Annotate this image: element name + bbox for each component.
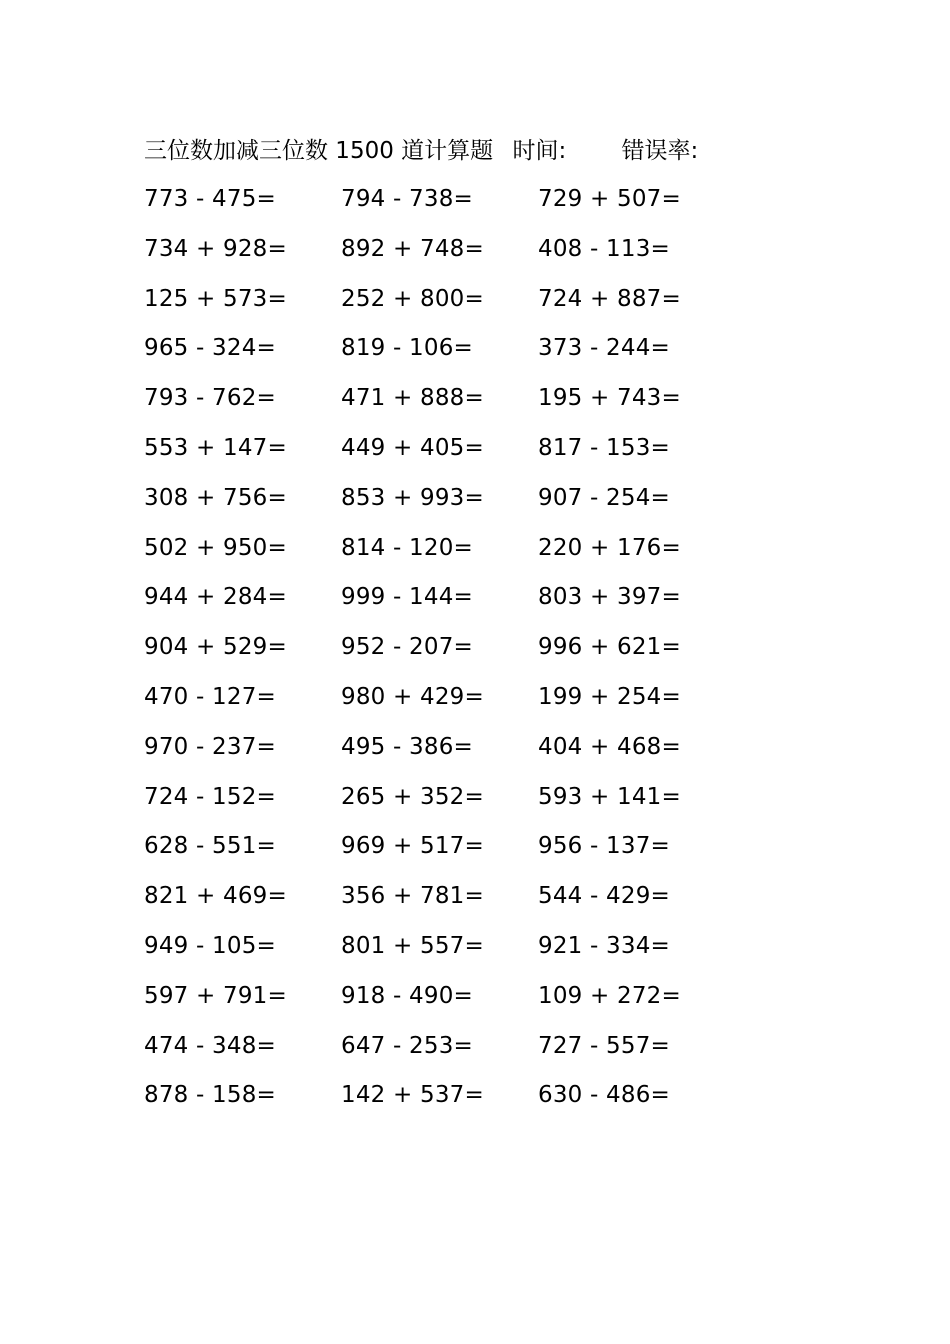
worksheet-title: 三位数加减三位数 1500 道计算题 xyxy=(144,138,494,164)
math-problem: 373 - 244= xyxy=(538,335,670,362)
error-rate-label: 错误率: xyxy=(621,138,699,164)
math-problem: 969 + 517= xyxy=(341,833,484,860)
math-problem: 996 + 621= xyxy=(538,634,681,661)
math-problem: 970 - 237= xyxy=(144,733,276,760)
math-problem: 220 + 176= xyxy=(538,534,681,561)
math-problem: 819 - 106= xyxy=(341,335,473,362)
math-problem: 878 - 158= xyxy=(144,1082,276,1109)
math-problem: 628 - 551= xyxy=(144,833,276,860)
math-problem: 803 + 397= xyxy=(538,584,681,611)
math-problem: 980 + 429= xyxy=(341,683,484,710)
math-problem: 109 + 272= xyxy=(538,982,681,1009)
math-problem: 593 + 141= xyxy=(538,783,681,810)
math-problem: 404 + 468= xyxy=(538,733,681,760)
math-problem: 724 - 152= xyxy=(144,783,276,810)
math-problem: 801 + 557= xyxy=(341,932,484,959)
math-problem: 544 - 429= xyxy=(538,883,670,910)
math-problem: 793 - 762= xyxy=(144,385,276,412)
time-label: 时间: xyxy=(512,138,567,164)
problem-grid xyxy=(144,182,744,1128)
math-problem: 821 + 469= xyxy=(144,883,287,910)
math-problem: 817 - 153= xyxy=(538,434,670,461)
math-problem: 952 - 207= xyxy=(341,634,473,661)
math-problem: 474 - 348= xyxy=(144,1032,276,1059)
math-problem: 265 + 352= xyxy=(341,783,484,810)
math-problem: 724 + 887= xyxy=(538,285,681,312)
math-problem: 470 - 127= xyxy=(144,683,276,710)
math-problem: 471 + 888= xyxy=(341,385,484,412)
math-problem: 965 - 324= xyxy=(144,335,276,362)
math-problem: 495 - 386= xyxy=(341,733,473,760)
math-problem: 921 - 334= xyxy=(538,932,670,959)
math-problem: 553 + 147= xyxy=(144,434,287,461)
math-problem: 727 - 557= xyxy=(538,1032,670,1059)
math-problem: 729 + 507= xyxy=(538,186,681,212)
math-problem: 142 + 537= xyxy=(341,1082,484,1109)
math-problem: 918 - 490= xyxy=(341,982,473,1009)
math-problem: 956 - 137= xyxy=(538,833,670,860)
math-problem: 904 + 529= xyxy=(144,634,287,661)
math-problem: 944 + 284= xyxy=(144,584,287,611)
math-problem: 999 - 144= xyxy=(341,584,473,611)
math-problem: 814 - 120= xyxy=(341,534,473,561)
math-problem: 502 + 950= xyxy=(144,534,287,561)
math-problem: 907 - 254= xyxy=(538,484,670,511)
math-problem: 853 + 993= xyxy=(341,484,484,511)
math-problem: 892 + 748= xyxy=(341,235,484,262)
math-problem: 647 - 253= xyxy=(341,1032,473,1059)
math-problem: 199 + 254= xyxy=(538,683,681,710)
math-problem: 734 + 928= xyxy=(144,235,287,262)
math-problem: 449 + 405= xyxy=(341,434,484,461)
math-problem: 630 - 486= xyxy=(538,1082,670,1109)
math-problem: 356 + 781= xyxy=(341,883,484,910)
math-problem: 252 + 800= xyxy=(341,285,484,312)
math-problem: 308 + 756= xyxy=(144,484,287,511)
math-problem: 125 + 573= xyxy=(144,285,287,312)
math-problem: 195 + 743= xyxy=(538,385,681,412)
math-problem: 408 - 113= xyxy=(538,235,670,262)
math-problem: 794 - 738= xyxy=(341,186,473,212)
math-problem: 773 - 475= xyxy=(144,186,276,212)
math-problem: 949 - 105= xyxy=(144,932,276,959)
math-problem: 597 + 791= xyxy=(144,982,287,1009)
worksheet-header xyxy=(144,134,698,168)
